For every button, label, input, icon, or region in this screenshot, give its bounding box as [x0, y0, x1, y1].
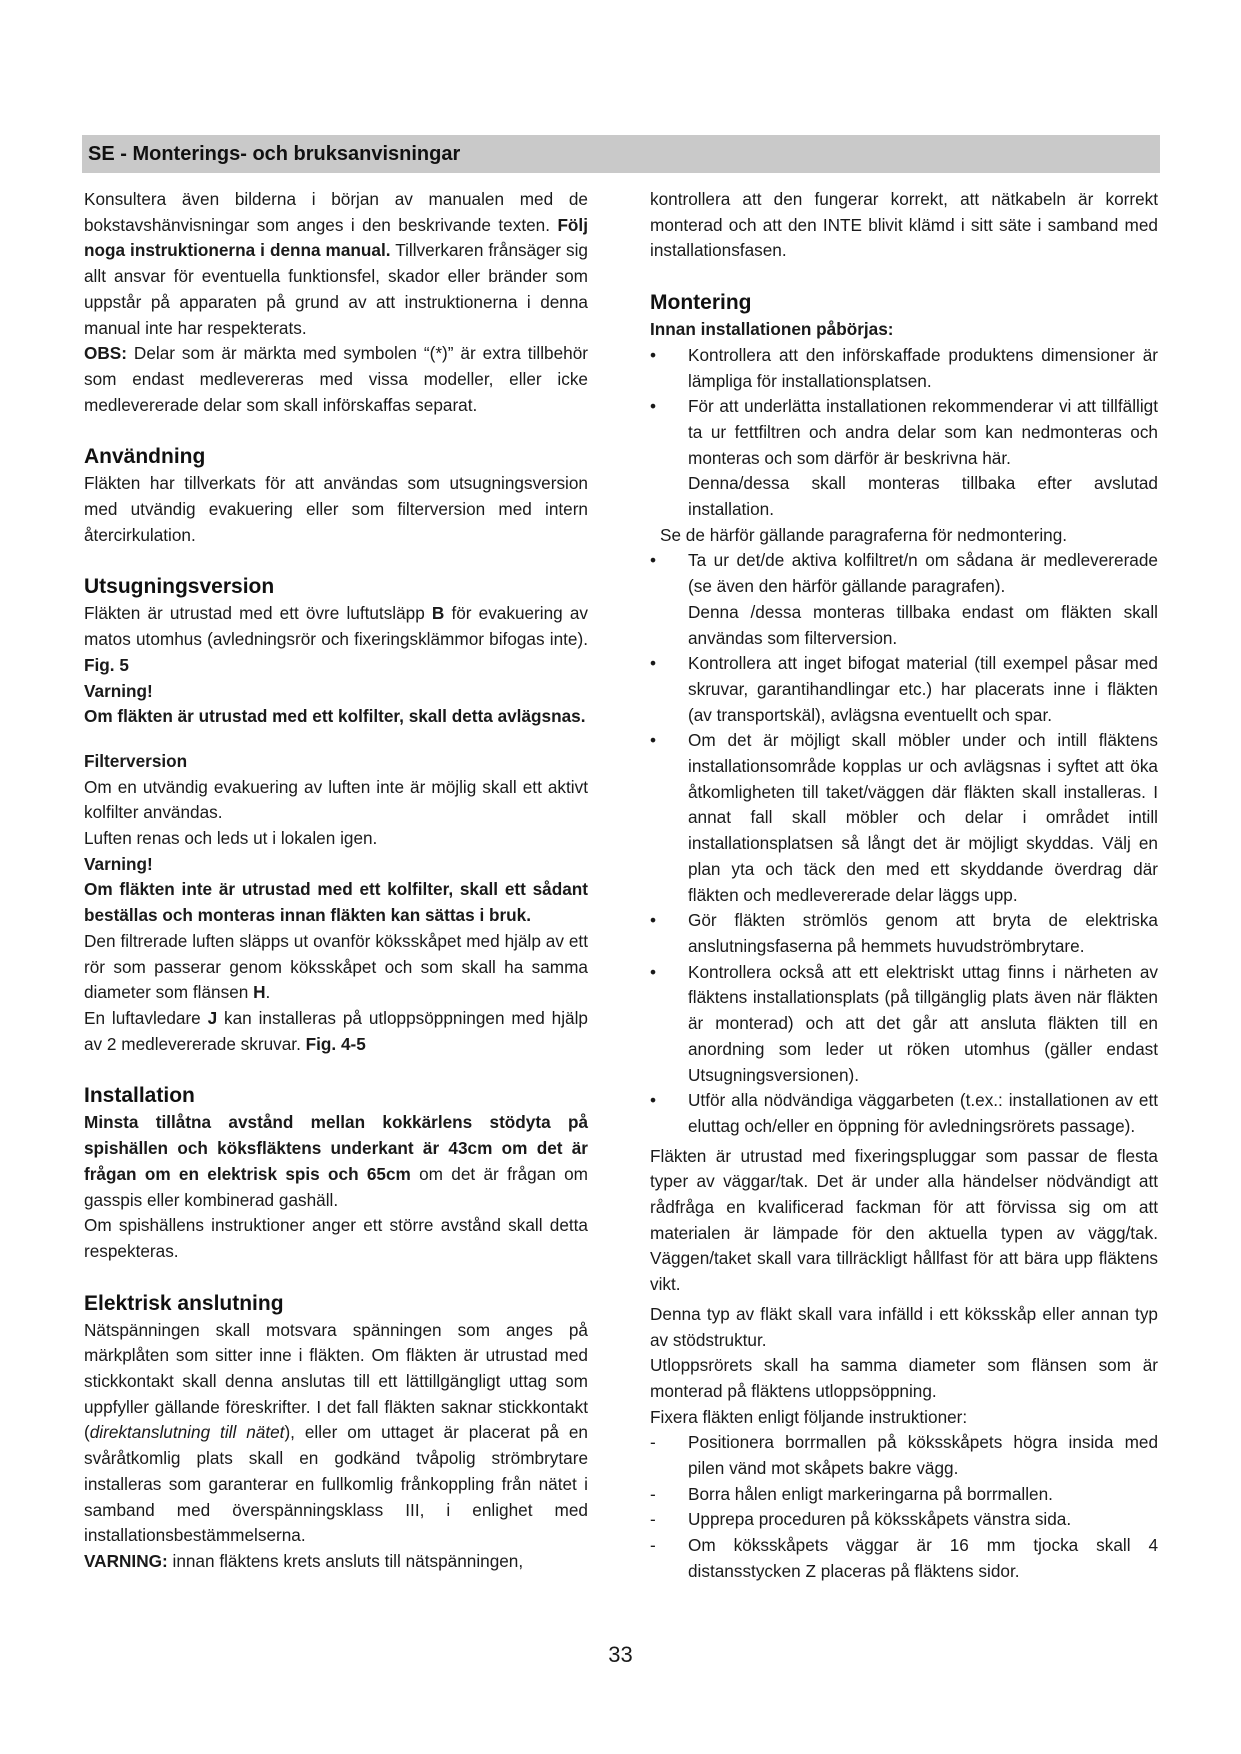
- montering-para-4: Fixera fläkten enligt följande instruktioner:: [650, 1406, 968, 1427]
- continuation-text: kontrollera att den fungerar korrekt, att nätkabeln är korrekt monterad och att den INTE blivit klämd i sitt säte i samband med installationsfasen.: [650, 189, 1158, 261]
- installation-text-2: Om spishällens instruktioner anger ett större avstånd skall detta respekteras.: [84, 1215, 588, 1261]
- montering-dash-list: [650, 1430, 1158, 1584]
- section-title-elektrisk: Elektrisk anslutning: [84, 1291, 284, 1315]
- filter-letter-j: J: [207, 1007, 218, 1028]
- montering-para-2: Denna typ av fläkt skall vara infälld i ett köksskåp eller annan typ av stödstruktur.: [650, 1303, 1158, 1350]
- elektrisk-italic: direktanslutning till nätet: [89, 1422, 285, 1443]
- filter-text-4: [84, 1006, 588, 1057]
- page-number: 33: [608, 1642, 633, 1667]
- filter-text-4b: kan installeras på utloppsöppningen med hjälp av 2 medlevererade skruvar.: [84, 1007, 588, 1054]
- section-title-anvandning: Användning: [84, 445, 206, 469]
- section-title-filter: Filterversion: [84, 750, 188, 771]
- montering-subtitle: Innan installationen påbörjas:: [650, 319, 894, 340]
- elektrisk-text: [84, 1318, 588, 1549]
- installation-text-1: [84, 1110, 588, 1213]
- filter-text-4a: En luftavledare: [84, 1007, 208, 1028]
- section-header-bar: [82, 135, 1160, 173]
- filter-letter-h: H: [253, 982, 266, 1003]
- montering-bullet-list-3: [650, 651, 1158, 1139]
- right-column: [650, 187, 1158, 1585]
- see-note: Se de härför gällande paragraferna för nedmontering.: [660, 524, 1068, 545]
- filter-text-3a: Den filtrerade luften släpps ut ovanför köksskåpet med hjälp av ett rör som passerar genom köksskåpet och som skall ha samma diameter som flänsen: [84, 930, 588, 1003]
- elektrisk-warning: [84, 1549, 588, 1575]
- list-item: - Om köksskåpets väggar är 16 mm tjocka skall 4 distansstycken Z placeras på fläktens sidor.: [650, 1533, 1158, 1584]
- utsugning-text-1: Fläkten är utrustad med ett övre luftutsläpp: [84, 603, 432, 624]
- section-title-utsugning: Utsugningsversion: [84, 575, 275, 599]
- utsugning-fig-ref: Fig. 5: [84, 654, 129, 675]
- filter-warning-label: Varning!: [84, 853, 153, 874]
- intro-paragraph: [84, 187, 588, 341]
- list-item: • Ta ur det/de aktiva kolfiltret/n om sådana är medlevererade (se även den härför gällande paragrafen).: [650, 548, 1158, 599]
- list-item: • Kontrollera att den införskaffade produktens dimensioner är lämpliga för installationsplatsen.: [650, 343, 1158, 394]
- intro-bold: Följ noga instruktionerna i denna manual.: [84, 214, 588, 261]
- list-item: • Utför alla nödvändiga väggarbeten (t.ex.: installationen av ett eluttag och/eller en öppning för avledningsrörets passage).: [650, 1088, 1158, 1139]
- intro-text-1: Konsultera även bilderna i början av manualen med de bokstavshänvisningar som anges i den beskrivande texten.: [84, 189, 588, 235]
- utsugning-text: [84, 601, 588, 678]
- utsugning-warning-text: Om fläkten är utrustad med ett kolfilter, skall detta avlägsnas.: [84, 706, 586, 727]
- section-title-installation: Installation: [84, 1084, 195, 1108]
- bullet-3-note: Denna /dessa monteras tillbaka endast om fläkten skall användas som filterversion.: [688, 601, 1158, 648]
- elektrisk-text-1: Nätspänningen skall motsvara spänningen som anges på märkplåten som sitter inne i fläkten. Om fläkten är utrustad med stickkontakt skall denna anslutas till ett lättillgängligt uttag som uppfyller gällande föreskrifter. I det fall fläkten saknar stickkontakt (: [84, 1319, 588, 1443]
- list-item: • För att underlätta installationen rekommenderar vi att tillfälligt ta ur fettfiltren och andra delar som kan nedmonteras och monteras och som därför är beskrivna här.: [650, 394, 1158, 471]
- filter-text-1: Om en utvändig evakuering av luften inte är möjlig skall ett aktivt kolfilter användas.: [84, 776, 588, 823]
- filter-text-3b: .: [265, 982, 271, 1003]
- intro-text-2: Tillverkaren frånsäger sig allt ansvar för eventuella funktionsfel, skador eller bränder som uppstår på apparaten på grund av att instruktionerna i denna manual inte har respekterats.: [84, 240, 588, 338]
- anvandning-text: Fläkten har tillverkats för att användas som utsugningsversion med utvändig evakuering eller som filterversion med intern återcirkulation.: [84, 473, 588, 545]
- montering-para-1: Fläkten är utrustad med fixeringspluggar som passar de flesta typer av väggar/tak. Det är under alla händelser nödvändigt att rådfråga en kvalificerad fackman för att förvissa sig om att materialen är lämpade för den aktuella typen av vägg/tak. Väggen/taket skall vara tillräckligt hållfast för att bära upp fläktens vikt.: [650, 1145, 1158, 1295]
- filter-fig-ref: Fig. 4-5: [305, 1033, 366, 1054]
- montering-bullet-list-2: [650, 548, 1158, 599]
- elektrisk-text-2: ), eller om uttaget är placerat på en svåråtkomlig plats skall en godkänd tvåpolig strömbrytare installeras som garanterar en fullkomlig frånkoppling från nätet i samband med överspänningsklass III, i enlighet med installationsbestämmelserna.: [84, 1422, 588, 1546]
- list-item: • Om det är möjligt skall möbler under och intill fläktens installationsområde kopplas ur och avlägsnas i syftet att öka åtkomligheten till taket/väggen där fläkten skall installeras. I annat fall skall möbler och delar i området intill installationsplatsen så långt det är möjligt skyddas. Välj en plan yta och täck den med ett skyddande överdrag där fläkten och medlevererade delar läggs upp.: [650, 728, 1158, 908]
- montering-bullet-list-1: [650, 343, 1158, 472]
- list-item: • Kontrollera att inget bifogat material (till exempel påsar med skruvar, garantihandlingar etc.) har placerats inne i fläkten (av transportskäl), avlägsna eventuellt och spar.: [650, 651, 1158, 728]
- obs-label: OBS:: [84, 343, 127, 364]
- montering-para-3: Utloppsrörets skall ha samma diameter som flänsen som är monterad på fläktens utloppsöppning.: [650, 1355, 1158, 1401]
- elektrisk-warning-text: innan fläktens krets ansluts till nätspänningen,: [167, 1550, 524, 1571]
- filter-warning-text: Om fläkten inte är utrustad med ett kolfilter, skall ett sådant beställas och monteras innan fläkten kan sättas i bruk.: [84, 879, 588, 926]
- obs-text: Delar som är märkta med symbolen “(*)” är extra tillbehör som endast medlevereras med vissa modeller, eller icke medlevererade delar som skall införskaffas separat.: [84, 343, 588, 415]
- installation-bold: Minsta tillåtna avstånd mellan kokkärlens stödyta på spishällen och köksfläktens underkant är 43cm om det är frågan om en elektrisk spis och 65cm: [84, 1112, 588, 1184]
- section-title-montering: Montering: [650, 291, 752, 315]
- page-title: SE - Monterings- och bruksanvisningar: [88, 143, 461, 165]
- filter-text-3: [84, 929, 588, 1006]
- left-column: [84, 187, 588, 1575]
- list-item: - Upprepa proceduren på köksskåpets vänstra sida.: [650, 1507, 1158, 1533]
- list-item: • Kontrollera också att ett elektriskt uttag finns i närheten av fläktens installationsplats (på tillgänglig plats även när fläkten är monterad) och att det går att ansluta fläkten till en anordning som leder ut röken utomhus (gäller endast Utsugningsversionen).: [650, 960, 1158, 1089]
- obs-paragraph: [84, 341, 588, 418]
- list-item: - Positionera borrmallen på köksskåpets högra insida med pilen vänd mot skåpets bakre vägg.: [650, 1430, 1158, 1481]
- list-item: • Gör fläkten strömlös genom att bryta de elektriska anslutningsfaserna på hemmets huvudströmbrytare.: [650, 908, 1158, 959]
- filter-text-2: Luften renas och leds ut i lokalen igen.: [84, 828, 378, 849]
- installation-text-1a: om det är frågan om gasspis eller kombinerad gashäll.: [84, 1163, 588, 1210]
- utsugning-text-2: för evakuering av matos utomhus (avledningsrör och fixeringsklämmor bifogas inte).: [84, 603, 588, 650]
- bullet-2-note: Denna/dessa skall monteras tillbaka efter avslutad installation.: [688, 473, 1158, 520]
- utsugning-warning-label: Varning!: [84, 680, 153, 701]
- utsugning-letter-b: B: [431, 603, 445, 624]
- list-item: - Borra hålen enligt markeringarna på borrmallen.: [650, 1482, 1158, 1508]
- elektrisk-warning-label: VARNING:: [84, 1550, 168, 1571]
